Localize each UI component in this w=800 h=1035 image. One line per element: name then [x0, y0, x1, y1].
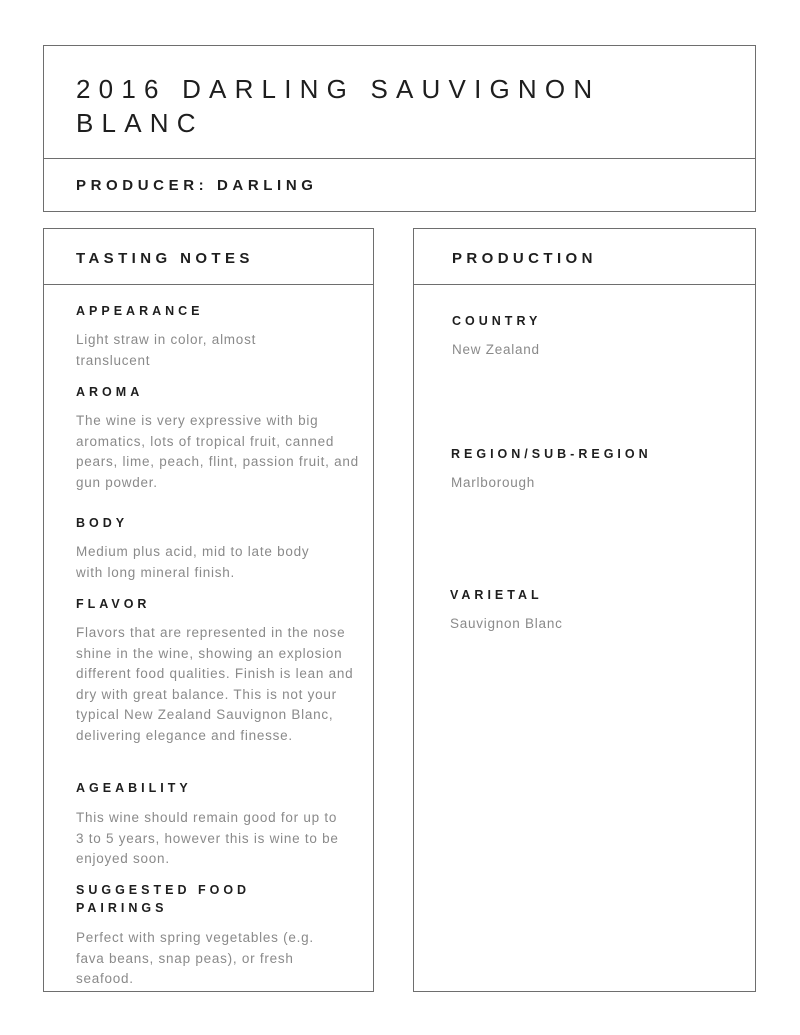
ageability-text: This wine should remain good for up to 3 to 5 years, however this is wine to be enjoyed soon. [76, 810, 339, 867]
tasting-notes-panel [43, 228, 374, 992]
tasting-notes-divider [44, 284, 373, 285]
flavor-text: Flavors that are represented in the nose shine in the wine, showing an explosion different food qualities. Finish is lean and dry with great balance. This is not your typical New Zealand Sauvignon Blanc, delivering elegance and finesse. [76, 625, 354, 743]
body-label: BODY [76, 516, 129, 530]
ageability-label: AGEABILITY [76, 781, 192, 795]
country-value: New Zealand [452, 342, 540, 357]
production-panel [413, 228, 756, 992]
region-value: Marlborough [451, 475, 536, 490]
flavor-label: FLAVOR [76, 597, 151, 611]
wine-title: 2016 DARLING SAUVIGNON BLANC [76, 74, 601, 138]
wine-header-card [43, 45, 756, 212]
aroma-text: The wine is very expressive with big aromatics, lots of tropical fruit, canned pears, lime, peach, flint, passion fruit, and gun powder. [76, 413, 359, 490]
appearance-label: APPEARANCE [76, 304, 204, 318]
aroma-label: AROMA [76, 385, 144, 399]
body-text: Medium plus acid, mid to late body with long mineral finish. [76, 544, 310, 580]
food-pairings-label: SUGGESTED FOOD PAIRINGS [76, 883, 251, 915]
production-divider [414, 284, 755, 285]
production-heading: PRODUCTION [452, 250, 597, 267]
varietal-label: VARIETAL [450, 588, 543, 602]
tasting-notes-heading: TASTING NOTES [76, 250, 254, 267]
header-divider [44, 158, 755, 159]
producer-line: PRODUCER: DARLING [76, 177, 318, 194]
country-label: COUNTRY [452, 314, 542, 328]
region-label: REGION/SUB-REGION [451, 447, 652, 461]
appearance-text: Light straw in color, almost translucent [76, 332, 257, 368]
food-pairings-text: Perfect with spring vegetables (e.g. fava beans, snap peas), or fresh seafood. [76, 930, 314, 987]
varietal-value: Sauvignon Blanc [450, 616, 563, 631]
